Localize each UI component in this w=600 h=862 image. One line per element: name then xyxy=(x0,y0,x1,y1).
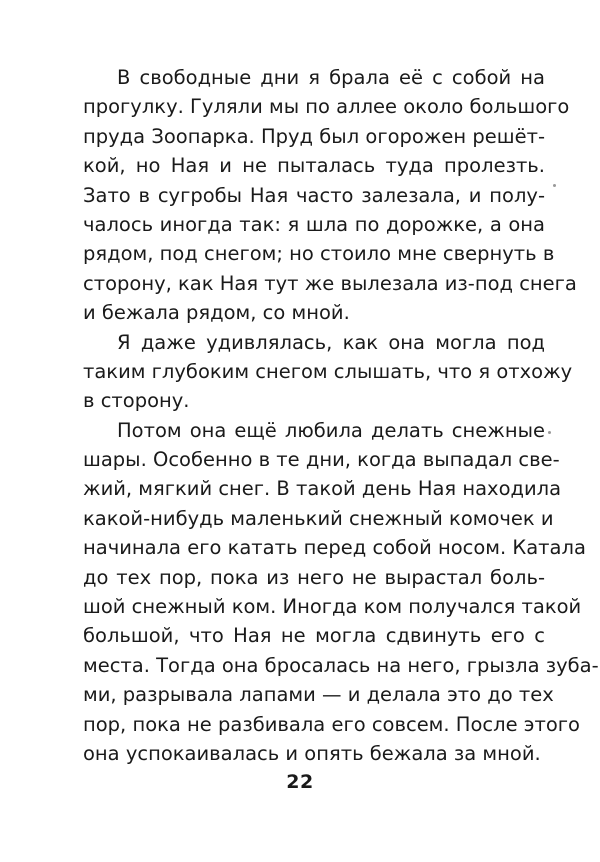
text-line: шары. Особенно в те дни, когда выпадал све- xyxy=(83,448,560,472)
scan-speck xyxy=(553,184,556,187)
text-line: Потом она ещё любила делать снежные xyxy=(117,418,545,442)
text-line: жий, мягкий снег. В такой день Ная находила xyxy=(83,477,562,501)
text-line: рядом, под снегом; но стоило мне свернуть в xyxy=(83,242,555,266)
text-line: пруда Зоопарка. Пруд был огорожен решёт- xyxy=(83,124,545,148)
text-line: ми, разрывала лапами — и делала это до тех xyxy=(83,683,554,707)
text-line: Зато в сугробы Ная часто залезала, и полу- xyxy=(83,183,545,207)
paragraph-2 xyxy=(83,328,573,416)
text-line: места. Тогда она бросалась на него, грызла зуба- xyxy=(83,653,599,677)
text-line: В свободные дни я брала её с собой на xyxy=(117,66,545,89)
text-line: какой-нибудь маленький снежный комочек и xyxy=(83,506,554,530)
text-line: сторону, как Ная тут же вылезала из-под снега xyxy=(83,271,577,295)
text-line: пор, пока не разбивала его совсем. После этого xyxy=(83,712,580,736)
text-line: шой снежный ком. Иногда ком получался такой xyxy=(83,595,582,619)
text-line: прогулку. Гуляли мы по аллее около большого xyxy=(83,95,570,119)
text-line: чалось иногда так: я шла по дорожке, а она xyxy=(83,212,545,236)
paragraph-3 xyxy=(83,416,599,769)
text-line: она успокаивалась и опять бежала за мной. xyxy=(83,741,541,765)
text-line: большой, что Ная не могла сдвинуть его с xyxy=(83,624,545,648)
text-line: таким глубоким снегом слышать, что я отхожу xyxy=(83,359,573,383)
paragraph-1 xyxy=(83,63,577,328)
body-text xyxy=(83,63,599,768)
text-line: и бежала рядом, со мной. xyxy=(83,301,350,325)
page-number: 22 xyxy=(286,771,314,793)
text-line: Я даже удивлялась, как она могла под xyxy=(117,330,545,354)
text-line: до тех пор, пока из него не вырастал боль- xyxy=(83,565,545,589)
text-line: кой, но Ная и не пыталась туда пролезть. xyxy=(83,154,545,178)
text-line: в сторону. xyxy=(83,389,190,413)
text-line: начинала его катать перед собой носом. Катала xyxy=(83,536,586,560)
scan-speck xyxy=(548,431,551,434)
